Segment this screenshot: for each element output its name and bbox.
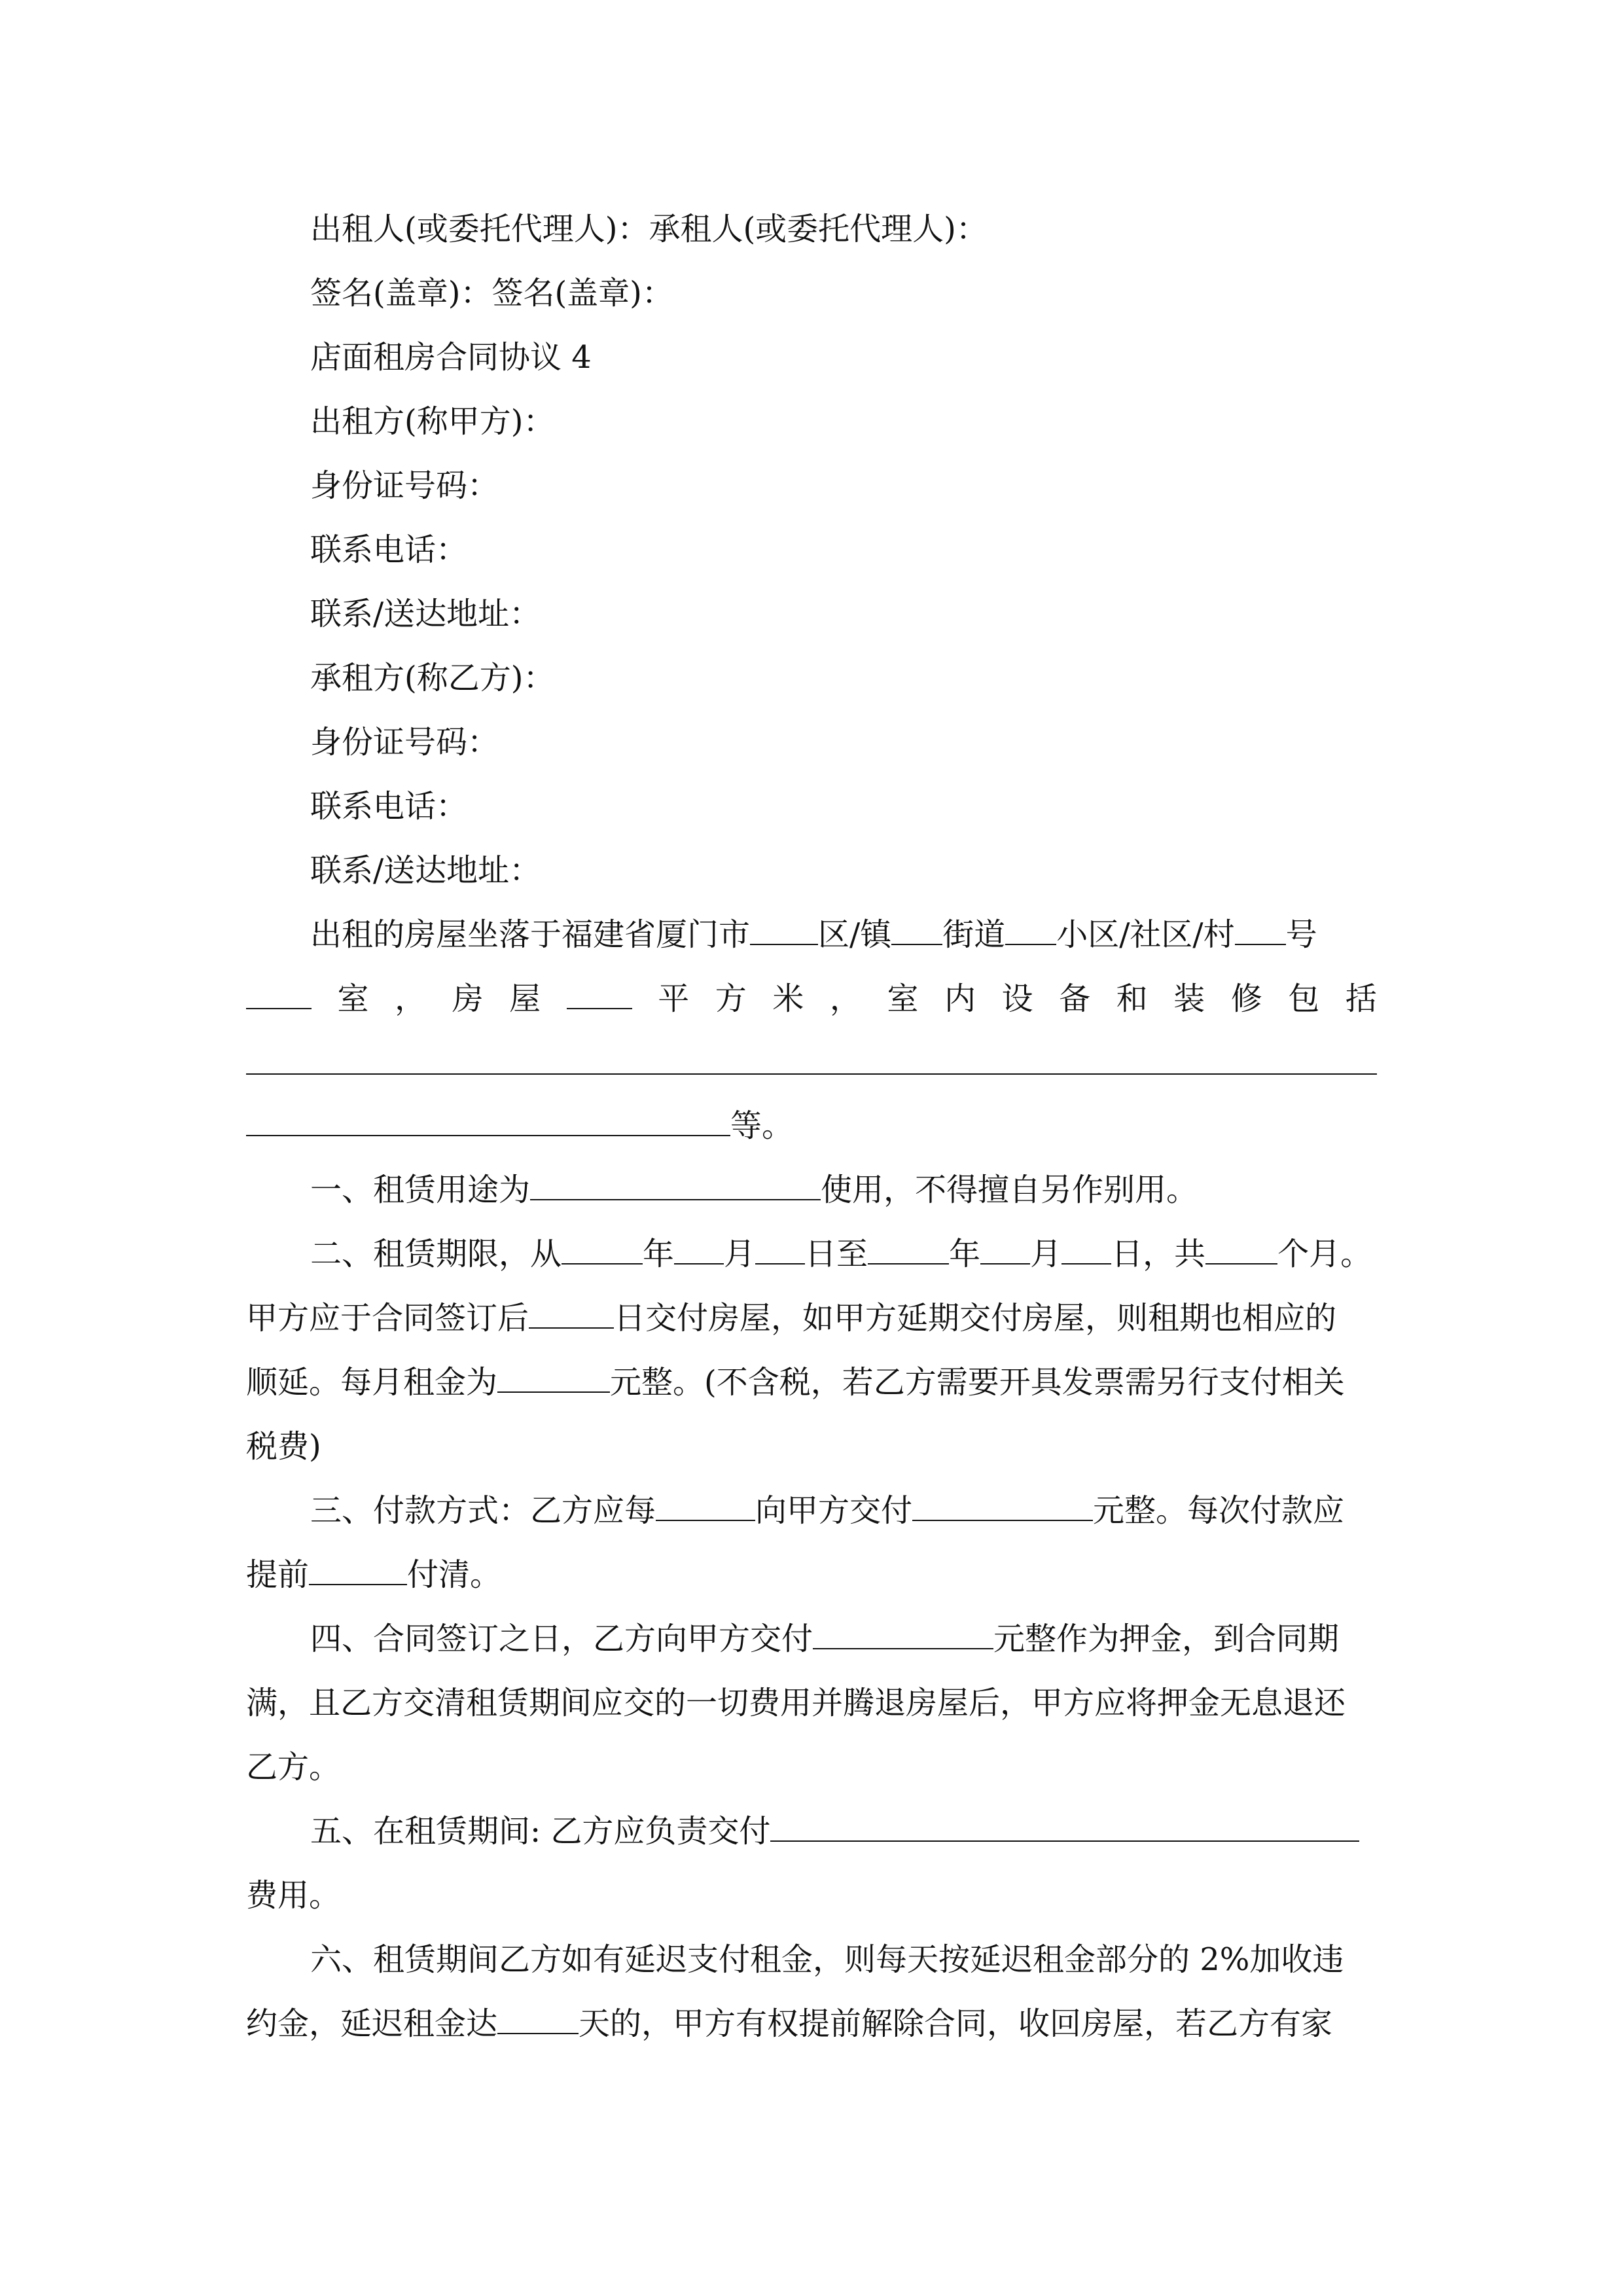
room-text: 室 xyxy=(337,980,369,1017)
payment-period-blank xyxy=(656,1491,755,1521)
district-blank xyxy=(750,915,818,945)
clause-4-line-3: 乙方。 xyxy=(246,1749,341,1785)
clause-2-line-4: 税费) xyxy=(246,1428,321,1465)
late-days-blank xyxy=(497,2004,579,2034)
clause-5-line-1 xyxy=(310,1812,1377,1851)
signature-line: 签名(盖章)：签名(盖章)： xyxy=(310,275,673,312)
clause-5-line-2: 费用。 xyxy=(246,1877,341,1914)
lessor-id: 身份证号码： xyxy=(310,467,499,504)
location-text: 出租的房屋坐落于福建省厦门市 xyxy=(310,916,751,953)
etc-text: 等。 xyxy=(730,1107,794,1144)
payment-text: 三、付款方式：乙方应每 xyxy=(310,1492,656,1529)
deposit-blank xyxy=(813,1619,993,1649)
word-char: 括 xyxy=(1345,980,1377,1017)
clause-3-line-1 xyxy=(310,1491,1377,1530)
clause-2-line-1 xyxy=(310,1234,1397,1274)
clause-1-text-2: 使用，不得擅自另作别用。 xyxy=(821,1172,1198,1208)
month-text: 月 xyxy=(1030,1236,1062,1272)
community-text: 小区/社区/村 xyxy=(1056,916,1235,953)
clause-2-text: 二、租赁期限，从 xyxy=(310,1236,562,1272)
end-day-blank xyxy=(1061,1234,1111,1265)
end-year-blank xyxy=(868,1234,949,1265)
district-text: 区/镇 xyxy=(818,916,892,953)
clause-2-line-2 xyxy=(246,1299,1377,1338)
number-text: 号 xyxy=(1285,916,1317,953)
clause-4-line-1 xyxy=(310,1619,1377,1659)
clause-4-line-2: 满，且乙方交清租赁期间应交的一切费用并腾退房屋后，甲方应将押金无息退还 xyxy=(246,1685,1346,1721)
word-char: 和 xyxy=(1116,980,1148,1017)
lessor-party: 出租方(称甲方)： xyxy=(310,403,555,440)
advance-text: 提前 xyxy=(246,1556,310,1593)
payment-text-2: 向甲方交付 xyxy=(755,1492,913,1529)
day-to-text: 日至 xyxy=(805,1236,868,1272)
contract-title: 店面租房合同协议 4 xyxy=(310,339,592,376)
delivery-days-blank xyxy=(529,1299,614,1329)
clause-1-text: 一、租赁用途为 xyxy=(310,1172,531,1208)
start-month-blank xyxy=(674,1234,724,1265)
rent-text: 顺延。每月租金为 xyxy=(246,1364,498,1401)
lessee-phone: 联系电话： xyxy=(310,788,468,825)
monthly-rent-blank xyxy=(497,1363,610,1393)
location-line-2 xyxy=(246,979,1377,1018)
usage-blank xyxy=(530,1170,821,1200)
end-month-blank xyxy=(980,1234,1030,1265)
month-text: 月 xyxy=(724,1236,756,1272)
rent-text-2: 元整。(不含税，若乙方需要开具发票需另行支付相关 xyxy=(610,1364,1345,1401)
delivery-text-2: 日交付房屋，如甲方延期交付房屋，则租期也相应的 xyxy=(614,1300,1337,1336)
clause-6-line-2 xyxy=(246,2004,1377,2043)
advance-blank xyxy=(309,1555,407,1585)
late-text-2: 天的，甲方有权提前解除合同，收回房屋，若乙方有家 xyxy=(579,2005,1333,2042)
clause-2-line-3 xyxy=(246,1363,1377,1402)
advance-text-2: 付清。 xyxy=(407,1556,502,1593)
word-char: 包 xyxy=(1288,980,1320,1017)
area-blank xyxy=(567,979,632,1009)
word-char: 设 xyxy=(1001,980,1033,1017)
word-char: 备 xyxy=(1059,980,1091,1017)
months-text: 个月。 xyxy=(1277,1236,1372,1272)
word-char: 室 xyxy=(887,980,919,1017)
comma: ， xyxy=(395,980,427,1017)
area-char-1: 平 xyxy=(658,980,690,1017)
community-blank xyxy=(1005,915,1056,945)
lessee-id: 身份证号码： xyxy=(310,724,499,761)
word-char: 修 xyxy=(1230,980,1262,1017)
street-blank xyxy=(891,915,942,945)
room-blank xyxy=(246,979,312,1009)
comma: ， xyxy=(829,980,861,1017)
house-char-2: 屋 xyxy=(509,980,541,1017)
year-text: 年 xyxy=(643,1236,675,1272)
clause-1 xyxy=(310,1170,1377,1210)
word-char: 内 xyxy=(944,980,976,1017)
lessor-address: 联系/送达地址： xyxy=(310,596,541,632)
start-day-blank xyxy=(755,1234,805,1265)
deposit-text-2: 元整作为押金，到合同期 xyxy=(993,1621,1340,1657)
area-char-3: 米 xyxy=(772,980,804,1017)
clause-3-line-2 xyxy=(246,1555,1377,1594)
street-text: 街道 xyxy=(942,916,1006,953)
word-char: 装 xyxy=(1173,980,1205,1017)
clause-6-line-1: 六、租赁期间乙方如有延迟支付租金，则每天按延迟租金部分的 2%加收违 xyxy=(310,1941,1344,1978)
location-line-4 xyxy=(246,1106,1377,1145)
equipment-blank-2 xyxy=(246,1106,730,1136)
location-line-1 xyxy=(310,915,1377,954)
delivery-text: 甲方应于合同签订后 xyxy=(246,1300,529,1336)
start-year-blank xyxy=(562,1234,643,1265)
deposit-text: 四、合同签订之日，乙方向甲方交付 xyxy=(310,1621,813,1657)
signer-line: 出租人(或委托代理人)：承租人(或委托代理人)： xyxy=(310,211,988,247)
lessee-party: 承租方(称乙方)： xyxy=(310,660,555,696)
area-char-2: 方 xyxy=(715,980,747,1017)
total-text: 日，共 xyxy=(1111,1236,1206,1272)
months-blank xyxy=(1205,1234,1277,1265)
fees-text: 五、在租赁期间: 乙方应负责交付 xyxy=(310,1813,771,1850)
lessee-address: 联系/送达地址： xyxy=(310,852,541,889)
equipment-blank xyxy=(246,1073,1377,1075)
number-blank xyxy=(1235,915,1286,945)
late-text: 约金，延迟租金达 xyxy=(246,2005,498,2042)
payment-text-3: 元整。每次付款应 xyxy=(1093,1492,1345,1529)
lessor-phone: 联系电话： xyxy=(310,531,468,568)
fees-blank xyxy=(770,1812,1359,1842)
year-text: 年 xyxy=(949,1236,981,1272)
payment-amount-blank xyxy=(912,1491,1093,1521)
house-char-1: 房 xyxy=(452,980,484,1017)
